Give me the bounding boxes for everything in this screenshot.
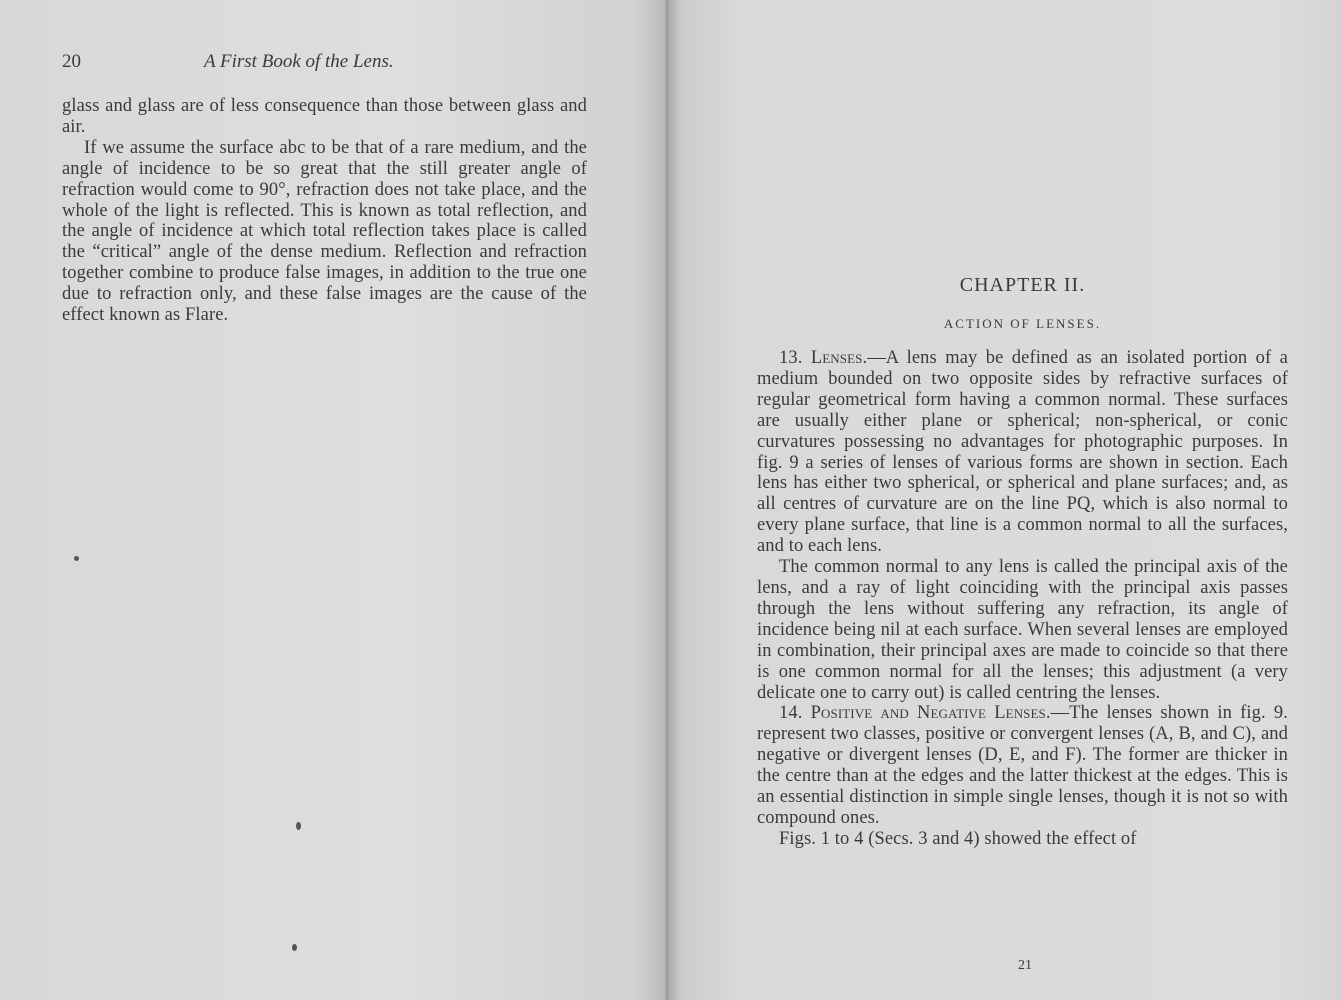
section-heading: Positive and Negative Lenses. (810, 703, 1051, 724)
section-number: 13. (779, 348, 803, 368)
ink-speck (296, 822, 301, 830)
paragraph: If we assume the surface abc to be that of a rare medium, and the angle of incidence to be so great that the still greater angle of refraction would come to 90°, refraction does not take place, and the whole of the light is reflected. This is known as total reflection, and the angle of incidence at which total reflection takes place is called the “critical” angle of the dense medium. Reflection and refraction together combine to produce false images, in addition to the true one due to refraction only, and these false images are the cause of the effect known as Flare. (62, 137, 587, 326)
ink-speck (74, 556, 79, 561)
ink-speck (292, 944, 297, 951)
left-page (0, 0, 668, 1000)
chapter-title: CHAPTER II. (959, 274, 1086, 296)
right-body-text (757, 348, 1288, 850)
running-title: A First Book of the Lens. (204, 51, 394, 72)
page-number-left: 20 (62, 51, 81, 72)
paragraph: Figs. 1 to 4 (Secs. 3 and 4) showed the effect of (779, 828, 1137, 849)
left-body-text (62, 96, 587, 326)
section-text: —A lens may be defined as an isolated portion of a medium bounded on two opposite sides by refractive surfaces of regular geometrical form having a common normal. These surfaces are usually either plane or spherical; non-spherical, or conic curvatures possessing no advantages for photographic purposes. In fig. 9 a series of lenses of various forms are shown in section. Each lens has either two spherical, or spherical and plane surfaces; and, as all centres of curvature are on the line PQ, which is also normal to every plane surface, that line is a common normal to all the surfaces, and to each lens. (757, 348, 1288, 557)
section-text: —The lenses shown in fig. 9. represent two classes, positive or convergent lenses (A, B, and C), and negative or divergent lenses (D, E, and F). The former are thicker in the centre than at the edges and the latter thickest at the edges. This is an essential distinction in simple single lenses, though it is not so with compound ones. (757, 703, 1288, 828)
section-number: 14. (779, 703, 803, 724)
section-heading: Lenses. (810, 348, 868, 368)
page-number-right: 21 (1018, 958, 1032, 973)
paragraph: The common normal to any lens is called the principal axis of the lens, and a ray of light coinciding with the principal axis passes through the lens without suffering any refraction, its angle of incidence being nil at each surface. When several lenses are employed in combination, their principal axes are made to coincide so that there is one common normal for all the lenses; this adjustment (a very delicate one to carry out) is called centring the lenses. (757, 557, 1288, 703)
section-14 (757, 703, 1288, 828)
chapter-subtitle: ACTION OF LENSES. (943, 316, 1102, 331)
paragraph: glass and glass are of less consequence than those between glass and air. (62, 96, 587, 137)
section-13 (757, 348, 1288, 557)
